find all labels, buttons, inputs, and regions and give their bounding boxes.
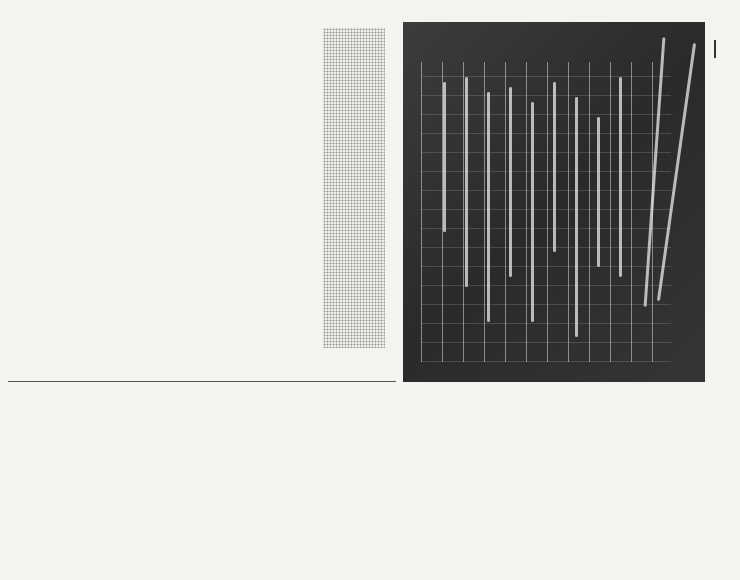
article-body-lower [8,386,730,570]
article-subheadline [284,100,312,350]
caption-marker [714,40,716,58]
section-divider [8,381,396,382]
manuscript-photo [403,22,705,382]
photo-caption [710,60,732,380]
article-body-upper [8,10,274,330]
article-headline [323,28,385,348]
manuscript-grid [421,62,671,362]
